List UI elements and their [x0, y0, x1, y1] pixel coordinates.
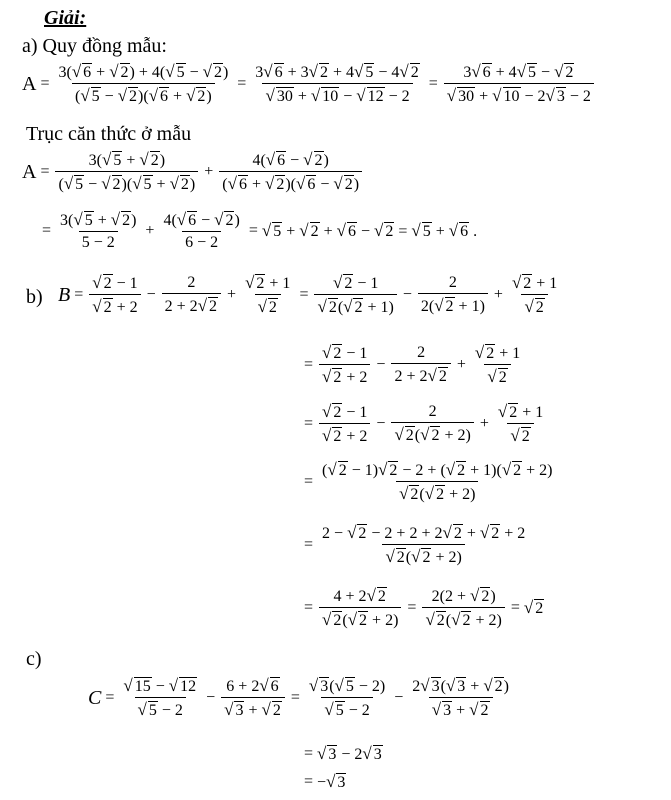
formula-a1: A = $\frac{3(√ 6 + √ 2) + 4(√ 5 - √ 2)}{(√ 5 - √ 2)(√ 6 + √ 2)}$ = $\frac{3√ 6 + 3√ 2 + 4√ 5 - 4√ 2}{√ 30 + √ 10 - √ 12 - 2}$ = $\frac{3√ 6 + 4√ 5 - √ 2}{√ 30 + √ 10 - 2√ 3 - 2}$: [22, 62, 596, 106]
part-a-title: a) Quy đồng mẫu:: [22, 35, 167, 57]
formula-c3: = −√ 3: [304, 772, 346, 791]
formula-a2: A = $\frac{3(√ 5 + √ 2)}{(√ 5 - √ 2)(√ 5 + √ 2)}$ + $\frac{4(√ 6 - √ 2)}{(√ 6 + √ 2)(√ 6 - √ 2)}$: [22, 150, 364, 194]
part-a-note: Trục căn thức ở mẫu: [26, 123, 192, 145]
formula-c2: = √ 3 − 2√ 3: [304, 744, 382, 763]
formula-b3: = $\frac{√ 2 - 1}{√ 2 + 2}$ − $\frac{2}{√ 2(√ 2 + 2)}$ + $\frac{√ 2 + 1}{√ 2}$: [304, 402, 544, 445]
formula-b4: = $\frac{(√ 2 - 1)√ 2 - 2 + (√ 2 + 1)(√ 2 + 2)}{√ 2(√ 2 + 2)}$: [304, 460, 553, 503]
formula-c1: C = $\frac{√ 15 - √ 12}{√ 5 - 2}$ − $\frac{6 + 2√ 6}{√ 3 + √ 2}$ = $\frac{√ 3(√ 5 - 2)}{√ 5 - 2}$ − $\frac{2√ 3(√ 3 + √ 2)}{√ 3 + √ 2}$: [88, 676, 509, 719]
part-c-label: c): [26, 648, 42, 670]
solution-heading: Giải:: [44, 7, 87, 29]
part-b-label: b): [26, 286, 43, 308]
formula-b5: = $\frac{2 - √ 2 - 2 + 2 + 2√ 2 + √ 2 + 2}{√ 2(√ 2 + 2)}$: [304, 523, 526, 566]
formula-b1: B = $\frac{√ 2 - 1}{√ 2 + 2}$ − $\frac{2}{2 + 2√ 2}$ + $\frac{√ 2 + 1}{√ 2}$ = $\frac{√ 2 - 1}{√ 2(√ 2 + 1)}$ − $\frac{2}{2(√ 2 + 1)}$ + $\frac{√ 2 + 1}{√ 2}$: [58, 273, 558, 316]
formula-b6: = $\frac{4 + 2√ 2}{√ 2(√ 2 + 2)}$ = $\frac{2(2 + √ 2)}{√ 2(√ 2 + 2)}$ = √ 2: [304, 586, 544, 629]
formula-a3: = $\frac{3(√ 5 + √ 2)}{5 - 2}$ + $\frac{4(√ 6 - √ 2)}{6 - 2}$ = √ 5 + √ 2 + √ 6 − √ 2 = √ 5 + √ 6 .: [42, 210, 478, 251]
formula-b2: = $\frac{√ 2 - 1}{√ 2 + 2}$ − $\frac{2}{2 + 2√ 2}$ + $\frac{√ 2 + 1}{√ 2}$: [304, 343, 521, 386]
